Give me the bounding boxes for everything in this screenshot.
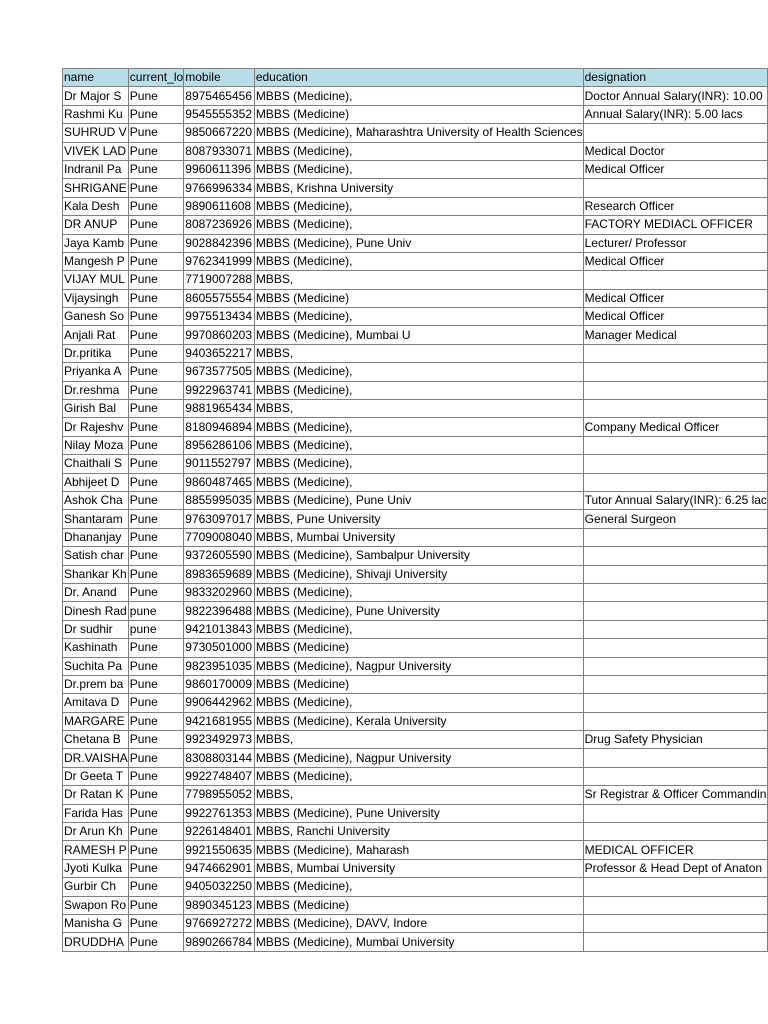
- table-row: [63, 381, 768, 399]
- name-cell[interactable]: Dr.reshma: [63, 381, 129, 399]
- education-cell[interactable]: MBBS (Medicine), Kerala University: [254, 712, 583, 730]
- education-cell[interactable]: MBBS (Medicine), Maharash: [254, 841, 583, 859]
- education-cell[interactable]: MBBS (Medicine),: [254, 436, 583, 454]
- mobile-cell[interactable]: 8087933071: [184, 142, 255, 160]
- education-cell[interactable]: MBBS, Krishna University: [254, 179, 583, 197]
- location-cell[interactable]: Pune: [128, 234, 183, 252]
- location-cell[interactable]: Pune: [128, 583, 183, 601]
- education-cell[interactable]: MBBS (Medicine),: [254, 381, 583, 399]
- table-row: [63, 933, 768, 951]
- designation-cell[interactable]: [583, 179, 767, 197]
- name-cell[interactable]: Kashinath: [63, 639, 129, 657]
- location-cell[interactable]: Pune: [128, 933, 183, 951]
- education-cell[interactable]: MBBS (Medicine),: [254, 142, 583, 160]
- table-body: [63, 87, 768, 951]
- name-cell[interactable]: RAMESH P: [63, 841, 129, 859]
- name-cell[interactable]: Farida Has: [63, 804, 129, 822]
- table-row: [63, 234, 768, 252]
- name-cell[interactable]: Priyanka A: [63, 363, 129, 381]
- location-cell[interactable]: Pune: [128, 418, 183, 436]
- education-cell[interactable]: MBBS,: [254, 271, 583, 289]
- designation-cell[interactable]: General Surgeon: [583, 510, 767, 528]
- table-row: [63, 105, 768, 123]
- education-cell[interactable]: MBBS (Medicine): [254, 639, 583, 657]
- designation-cell[interactable]: [583, 694, 767, 712]
- name-cell[interactable]: SUHRUD V: [63, 124, 129, 142]
- table-row: [63, 786, 768, 804]
- location-cell[interactable]: Pune: [128, 565, 183, 583]
- spreadsheet-table: [62, 68, 768, 952]
- mobile-cell[interactable]: 9763097017: [184, 510, 255, 528]
- location-cell[interactable]: Pune: [128, 510, 183, 528]
- education-cell[interactable]: MBBS (Medicine),: [254, 160, 583, 178]
- table-row: [63, 602, 768, 620]
- education-cell[interactable]: MBBS (Medicine), Shivaji University: [254, 565, 583, 583]
- education-cell[interactable]: MBBS (Medicine), DAVV, Indore: [254, 914, 583, 932]
- designation-cell[interactable]: [583, 602, 767, 620]
- location-cell[interactable]: Pune: [128, 694, 183, 712]
- mobile-cell[interactable]: 9970860203: [184, 326, 255, 344]
- mobile-cell[interactable]: 8605575554: [184, 289, 255, 307]
- table-row: [63, 363, 768, 381]
- designation-cell[interactable]: [583, 749, 767, 767]
- table-row: [63, 878, 768, 896]
- table-row: [63, 565, 768, 583]
- location-cell[interactable]: Pune: [128, 179, 183, 197]
- location-cell[interactable]: Pune: [128, 436, 183, 454]
- location-cell[interactable]: Pune: [128, 914, 183, 932]
- mobile-cell[interactable]: 9860487465: [184, 473, 255, 491]
- designation-cell[interactable]: Drug Safety Physician: [583, 731, 767, 749]
- education-cell[interactable]: MBBS (Medicine), Nagpur University: [254, 657, 583, 675]
- education-cell[interactable]: MBBS (Medicine), Maharashtra University of Health Sciences: [254, 124, 583, 142]
- name-cell[interactable]: Dr sudhir: [63, 620, 129, 638]
- education-cell[interactable]: MBBS (Medicine),: [254, 455, 583, 473]
- education-cell[interactable]: MBBS (Medicine),: [254, 363, 583, 381]
- designation-cell[interactable]: [583, 657, 767, 675]
- location-cell[interactable]: pune: [128, 620, 183, 638]
- location-cell[interactable]: Pune: [128, 160, 183, 178]
- table-row: [63, 657, 768, 675]
- name-cell[interactable]: Ganesh So: [63, 308, 129, 326]
- location-cell[interactable]: Pune: [128, 731, 183, 749]
- name-cell[interactable]: Dr Rajeshv: [63, 418, 129, 436]
- location-cell[interactable]: Pune: [128, 657, 183, 675]
- table-row: [63, 216, 768, 234]
- header-cell-name[interactable]: name: [63, 69, 129, 87]
- mobile-cell[interactable]: 9975513434: [184, 308, 255, 326]
- table-row: [63, 473, 768, 491]
- designation-cell[interactable]: [583, 896, 767, 914]
- mobile-cell[interactable]: 9730501000: [184, 639, 255, 657]
- name-cell[interactable]: Dr Arun Kh: [63, 823, 129, 841]
- table-row: [63, 620, 768, 638]
- name-cell[interactable]: Indranil Pa: [63, 160, 129, 178]
- location-cell[interactable]: Pune: [128, 216, 183, 234]
- name-cell[interactable]: Rashmi Ku: [63, 105, 129, 123]
- education-cell[interactable]: MBBS (Medicine),: [254, 767, 583, 785]
- location-cell[interactable]: Pune: [128, 326, 183, 344]
- name-cell[interactable]: Anjali Rat: [63, 326, 129, 344]
- education-cell[interactable]: MBBS (Medicine): [254, 896, 583, 914]
- table-row: [63, 142, 768, 160]
- education-cell[interactable]: MBBS,: [254, 400, 583, 418]
- table-row: [63, 804, 768, 822]
- table-row: [63, 252, 768, 270]
- education-cell[interactable]: MBBS (Medicine), Pune Univ: [254, 491, 583, 509]
- name-cell[interactable]: Swapon Ro: [63, 896, 129, 914]
- name-cell[interactable]: Shankar Kh: [63, 565, 129, 583]
- designation-cell[interactable]: [583, 271, 767, 289]
- location-cell[interactable]: Pune: [128, 547, 183, 565]
- table-row: [63, 160, 768, 178]
- location-cell[interactable]: Pune: [128, 859, 183, 877]
- education-cell[interactable]: MBBS (Medicine), Nagpur University: [254, 749, 583, 767]
- name-cell[interactable]: Nilay Moza: [63, 436, 129, 454]
- header-cell-designation[interactable]: designation: [583, 69, 767, 87]
- mobile-cell[interactable]: 9474662901: [184, 859, 255, 877]
- education-cell[interactable]: MBBS (Medicine): [254, 675, 583, 693]
- header-cell-current-location[interactable]: current_lo: [128, 69, 183, 87]
- table-row: [63, 914, 768, 932]
- header-cell-mobile[interactable]: mobile: [184, 69, 255, 87]
- designation-cell[interactable]: Medical Officer: [583, 289, 767, 307]
- table-row: [63, 491, 768, 509]
- location-cell[interactable]: Pune: [128, 639, 183, 657]
- education-cell[interactable]: MBBS (Medicine),: [254, 583, 583, 601]
- education-cell[interactable]: MBBS (Medicine), Pune Univ: [254, 234, 583, 252]
- mobile-cell[interactable]: 9921550635: [184, 841, 255, 859]
- name-cell[interactable]: Suchita Pa: [63, 657, 129, 675]
- table-row: [63, 326, 768, 344]
- location-cell[interactable]: Pune: [128, 271, 183, 289]
- table-row: [63, 896, 768, 914]
- location-cell[interactable]: Pune: [128, 289, 183, 307]
- table-row: [63, 547, 768, 565]
- location-cell[interactable]: Pune: [128, 896, 183, 914]
- table-row: [63, 859, 768, 877]
- mobile-cell[interactable]: 9028842396: [184, 234, 255, 252]
- table-row: [63, 841, 768, 859]
- designation-cell[interactable]: [583, 933, 767, 951]
- table-row: [63, 197, 768, 215]
- education-cell[interactable]: MBBS (Medicine): [254, 105, 583, 123]
- education-cell[interactable]: MBBS (Medicine),: [254, 197, 583, 215]
- mobile-cell[interactable]: 9960611396: [184, 160, 255, 178]
- designation-cell[interactable]: [583, 823, 767, 841]
- name-cell[interactable]: Mangesh P: [63, 252, 129, 270]
- name-cell[interactable]: Dr Ratan K: [63, 786, 129, 804]
- mobile-cell[interactable]: 9890345123: [184, 896, 255, 914]
- mobile-cell[interactable]: 9421013843: [184, 620, 255, 638]
- mobile-cell[interactable]: 8180946894: [184, 418, 255, 436]
- education-cell[interactable]: MBBS (Medicine), Pune University: [254, 602, 583, 620]
- mobile-cell[interactable]: 9833202960: [184, 583, 255, 601]
- table-row: [63, 694, 768, 712]
- name-cell[interactable]: VIJAY MUL: [63, 271, 129, 289]
- education-cell[interactable]: MBBS (Medicine),: [254, 620, 583, 638]
- mobile-cell[interactable]: 9922748407: [184, 767, 255, 785]
- designation-cell[interactable]: [583, 620, 767, 638]
- header-cell-education[interactable]: education: [254, 69, 583, 87]
- mobile-cell[interactable]: 9823951035: [184, 657, 255, 675]
- table-row: [63, 749, 768, 767]
- name-cell[interactable]: Ashok Cha: [63, 491, 129, 509]
- table-row: [63, 455, 768, 473]
- education-cell[interactable]: MBBS,: [254, 731, 583, 749]
- designation-cell[interactable]: [583, 400, 767, 418]
- designation-cell[interactable]: FACTORY MEDIACL OFFICER: [583, 216, 767, 234]
- name-cell[interactable]: DR.VAISHA: [63, 749, 129, 767]
- name-cell[interactable]: Jyoti Kulka: [63, 859, 129, 877]
- location-cell[interactable]: Pune: [128, 400, 183, 418]
- name-cell[interactable]: Vijaysingh: [63, 289, 129, 307]
- mobile-cell[interactable]: 7709008040: [184, 528, 255, 546]
- name-cell[interactable]: Chaithali S: [63, 455, 129, 473]
- designation-cell[interactable]: Medical Doctor: [583, 142, 767, 160]
- table-row: [63, 436, 768, 454]
- education-cell[interactable]: MBBS (Medicine), Mumbai U: [254, 326, 583, 344]
- designation-cell[interactable]: [583, 455, 767, 473]
- education-cell[interactable]: MBBS (Medicine),: [254, 252, 583, 270]
- mobile-cell[interactable]: 9881965434: [184, 400, 255, 418]
- education-cell[interactable]: MBBS (Medicine): [254, 289, 583, 307]
- table-row: [63, 124, 768, 142]
- designation-cell[interactable]: [583, 914, 767, 932]
- designation-cell[interactable]: Tutor Annual Salary(INR): 6.25 lac: [583, 491, 767, 509]
- name-cell[interactable]: Manisha G: [63, 914, 129, 932]
- mobile-cell[interactable]: 9906442962: [184, 694, 255, 712]
- name-cell[interactable]: Dr Geeta T: [63, 767, 129, 785]
- table-row: [63, 675, 768, 693]
- designation-cell[interactable]: [583, 675, 767, 693]
- mobile-cell[interactable]: 9890266784: [184, 933, 255, 951]
- education-cell[interactable]: MBBS (Medicine), Pune University: [254, 804, 583, 822]
- name-cell[interactable]: Dhananjay: [63, 528, 129, 546]
- table-row: [63, 271, 768, 289]
- designation-cell[interactable]: Company Medical Officer: [583, 418, 767, 436]
- education-cell[interactable]: MBBS (Medicine), Sambalpur University: [254, 547, 583, 565]
- location-cell[interactable]: Pune: [128, 749, 183, 767]
- designation-cell[interactable]: [583, 473, 767, 491]
- designation-cell[interactable]: [583, 381, 767, 399]
- location-cell[interactable]: Pune: [128, 878, 183, 896]
- mobile-cell[interactable]: 9403652217: [184, 344, 255, 362]
- designation-cell[interactable]: MEDICAL OFFICER: [583, 841, 767, 859]
- designation-cell[interactable]: Medical Officer: [583, 308, 767, 326]
- education-cell[interactable]: MBBS (Medicine),: [254, 308, 583, 326]
- mobile-cell[interactable]: 8975465456: [184, 87, 255, 105]
- location-cell[interactable]: Pune: [128, 491, 183, 509]
- designation-cell[interactable]: [583, 436, 767, 454]
- designation-cell[interactable]: [583, 804, 767, 822]
- mobile-cell[interactable]: 9890611608: [184, 197, 255, 215]
- location-cell[interactable]: pune: [128, 602, 183, 620]
- table-row: [63, 418, 768, 436]
- mobile-cell[interactable]: 8956286106: [184, 436, 255, 454]
- education-cell[interactable]: MBBS, Ranchi University: [254, 823, 583, 841]
- mobile-cell[interactable]: 9923492973: [184, 731, 255, 749]
- education-cell[interactable]: MBBS (Medicine),: [254, 694, 583, 712]
- location-cell[interactable]: Pune: [128, 712, 183, 730]
- table-row: [63, 528, 768, 546]
- designation-cell[interactable]: Medical Officer: [583, 160, 767, 178]
- location-cell[interactable]: Pune: [128, 841, 183, 859]
- header-row: [63, 69, 768, 87]
- education-cell[interactable]: MBBS,: [254, 786, 583, 804]
- location-cell[interactable]: Pune: [128, 528, 183, 546]
- location-cell[interactable]: Pune: [128, 381, 183, 399]
- mobile-cell[interactable]: 9766996334: [184, 179, 255, 197]
- name-cell[interactable]: VIVEK LAD: [63, 142, 129, 160]
- mobile-cell[interactable]: 8308803144: [184, 749, 255, 767]
- location-cell[interactable]: Pune: [128, 786, 183, 804]
- education-cell[interactable]: MBBS, Mumbai University: [254, 859, 583, 877]
- name-cell[interactable]: Chetana B: [63, 731, 129, 749]
- table-row: [63, 767, 768, 785]
- name-cell[interactable]: Dr.prem ba: [63, 675, 129, 693]
- mobile-cell[interactable]: 9545555352: [184, 105, 255, 123]
- name-cell[interactable]: Shantaram: [63, 510, 129, 528]
- table-row: [63, 344, 768, 362]
- education-cell[interactable]: MBBS (Medicine),: [254, 87, 583, 105]
- mobile-cell[interactable]: 9766927272: [184, 914, 255, 932]
- location-cell[interactable]: Pune: [128, 87, 183, 105]
- name-cell[interactable]: Girish Bal: [63, 400, 129, 418]
- designation-cell[interactable]: Manager Medical: [583, 326, 767, 344]
- name-cell[interactable]: Dr. Anand: [63, 583, 129, 601]
- name-cell[interactable]: Dr Major S: [63, 87, 129, 105]
- name-cell[interactable]: Satish char: [63, 547, 129, 565]
- mobile-cell[interactable]: 9822396488: [184, 602, 255, 620]
- mobile-cell[interactable]: 7719007288: [184, 271, 255, 289]
- location-cell[interactable]: Pune: [128, 455, 183, 473]
- mobile-cell[interactable]: 8855995035: [184, 491, 255, 509]
- mobile-cell[interactable]: 9372605590: [184, 547, 255, 565]
- location-cell[interactable]: Pune: [128, 363, 183, 381]
- education-cell[interactable]: MBBS (Medicine),: [254, 878, 583, 896]
- designation-cell[interactable]: [583, 547, 767, 565]
- mobile-cell[interactable]: 7798955052: [184, 786, 255, 804]
- location-cell[interactable]: Pune: [128, 473, 183, 491]
- mobile-cell[interactable]: 9011552797: [184, 455, 255, 473]
- table-row: [63, 179, 768, 197]
- designation-cell[interactable]: [583, 124, 767, 142]
- mobile-cell[interactable]: 9405032250: [184, 878, 255, 896]
- education-cell[interactable]: MBBS, Mumbai University: [254, 528, 583, 546]
- name-cell[interactable]: DRUDDHA: [63, 933, 129, 951]
- designation-cell[interactable]: Sr Registrar & Officer Commandin: [583, 786, 767, 804]
- location-cell[interactable]: Pune: [128, 252, 183, 270]
- designation-cell[interactable]: [583, 583, 767, 601]
- table-row: [63, 87, 768, 105]
- mobile-cell[interactable]: 9762341999: [184, 252, 255, 270]
- mobile-cell[interactable]: 8087236926: [184, 216, 255, 234]
- designation-cell[interactable]: Doctor Annual Salary(INR): 10.00: [583, 87, 767, 105]
- name-cell[interactable]: Jaya Kamb: [63, 234, 129, 252]
- table-row: [63, 583, 768, 601]
- designation-cell[interactable]: Professor & Head Dept of Anaton: [583, 859, 767, 877]
- mobile-cell[interactable]: 9850667220: [184, 124, 255, 142]
- name-cell[interactable]: Abhijeet D: [63, 473, 129, 491]
- designation-cell[interactable]: [583, 712, 767, 730]
- location-cell[interactable]: Pune: [128, 344, 183, 362]
- name-cell[interactable]: Amitava D: [63, 694, 129, 712]
- designation-cell[interactable]: Medical Officer: [583, 252, 767, 270]
- mobile-cell[interactable]: 9673577505: [184, 363, 255, 381]
- mobile-cell[interactable]: 9922963741: [184, 381, 255, 399]
- name-cell[interactable]: Dr.pritika: [63, 344, 129, 362]
- location-cell[interactable]: Pune: [128, 823, 183, 841]
- education-cell[interactable]: MBBS (Medicine), Mumbai University: [254, 933, 583, 951]
- education-cell[interactable]: MBBS (Medicine),: [254, 216, 583, 234]
- designation-cell[interactable]: Annual Salary(INR): 5.00 lacs: [583, 105, 767, 123]
- location-cell[interactable]: Pune: [128, 105, 183, 123]
- designation-cell[interactable]: [583, 363, 767, 381]
- designation-cell[interactable]: [583, 878, 767, 896]
- education-cell[interactable]: MBBS, Pune University: [254, 510, 583, 528]
- mobile-cell[interactable]: 9421681955: [184, 712, 255, 730]
- location-cell[interactable]: Pune: [128, 142, 183, 160]
- location-cell[interactable]: Pune: [128, 308, 183, 326]
- table-row: [63, 712, 768, 730]
- designation-cell[interactable]: [583, 767, 767, 785]
- mobile-cell[interactable]: 9226148401: [184, 823, 255, 841]
- location-cell[interactable]: Pune: [128, 124, 183, 142]
- mobile-cell[interactable]: 8983659689: [184, 565, 255, 583]
- table-row: [63, 510, 768, 528]
- table-row: [63, 400, 768, 418]
- designation-cell[interactable]: [583, 528, 767, 546]
- table-row: [63, 823, 768, 841]
- education-cell[interactable]: MBBS (Medicine),: [254, 473, 583, 491]
- designation-cell[interactable]: [583, 565, 767, 583]
- name-cell[interactable]: DR ANUP: [63, 216, 129, 234]
- location-cell[interactable]: Pune: [128, 675, 183, 693]
- name-cell[interactable]: Kala Desh: [63, 197, 129, 215]
- table-row: [63, 731, 768, 749]
- table-row: [63, 289, 768, 307]
- location-cell[interactable]: Pune: [128, 767, 183, 785]
- designation-cell[interactable]: [583, 344, 767, 362]
- education-cell[interactable]: MBBS,: [254, 344, 583, 362]
- location-cell[interactable]: Pune: [128, 804, 183, 822]
- designation-cell[interactable]: [583, 639, 767, 657]
- education-cell[interactable]: MBBS (Medicine),: [254, 418, 583, 436]
- designation-cell[interactable]: Lecturer/ Professor: [583, 234, 767, 252]
- name-cell[interactable]: Dinesh Rad: [63, 602, 129, 620]
- location-cell[interactable]: Pune: [128, 197, 183, 215]
- table-row: [63, 639, 768, 657]
- name-cell[interactable]: SHRIGANE: [63, 179, 129, 197]
- name-cell[interactable]: MARGARE: [63, 712, 129, 730]
- mobile-cell[interactable]: 9860170009: [184, 675, 255, 693]
- name-cell[interactable]: Gurbir Ch: [63, 878, 129, 896]
- mobile-cell[interactable]: 9922761353: [184, 804, 255, 822]
- designation-cell[interactable]: Research Officer: [583, 197, 767, 215]
- table-row: [63, 308, 768, 326]
